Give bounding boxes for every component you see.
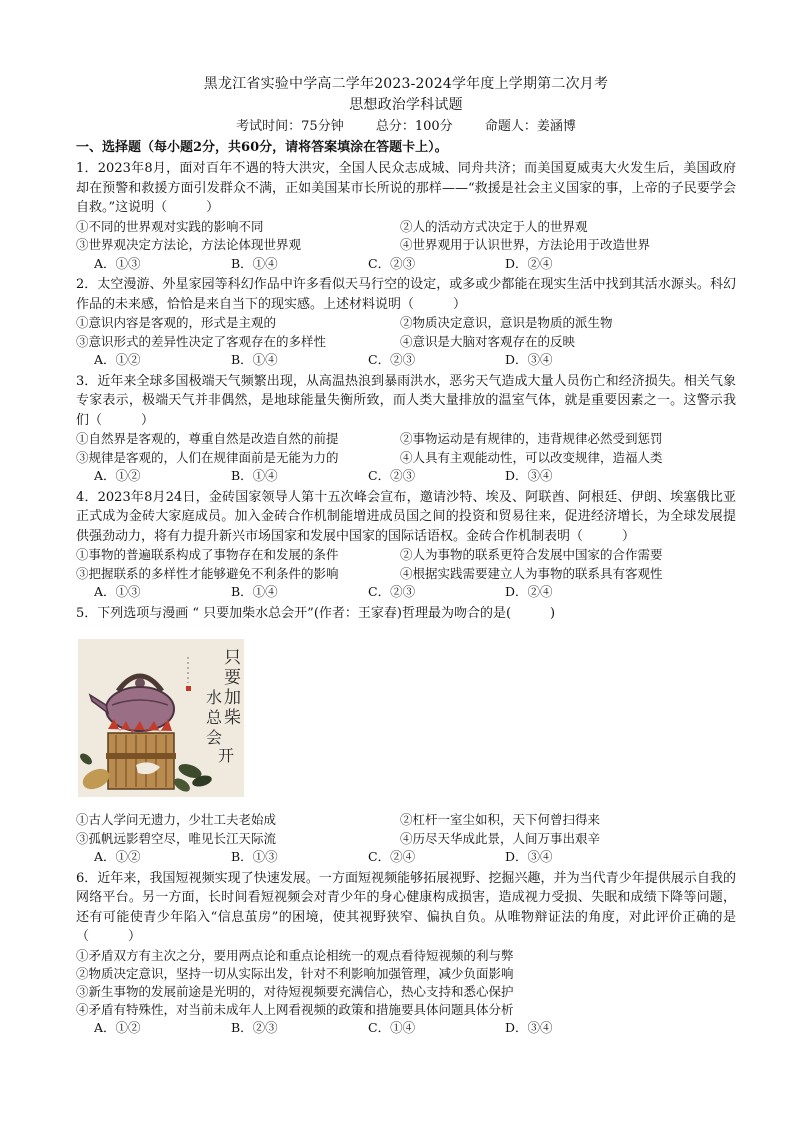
option: ④历尽天华成此景，人间万事出艰辛 xyxy=(400,830,601,846)
question-2 xyxy=(76,275,736,370)
option: ③孤帆远影碧空尽，唯见长江天际流 xyxy=(76,830,277,846)
option: ④世界观用于认识世界，方法论用于改造世界 xyxy=(400,237,651,252)
section-heading: 一、选择题（每小题2分，共60分，请将答案填涂在答题卡上）。 xyxy=(76,140,448,155)
answer-choice: B．①④ xyxy=(231,255,278,271)
answer-choice: A．①② xyxy=(94,468,141,483)
answer-choices xyxy=(76,255,736,274)
svg-text:要: 要 xyxy=(224,668,241,688)
svg-text:只: 只 xyxy=(224,648,241,668)
svg-text:会: 会 xyxy=(206,728,223,747)
answer-choice: D．②④ xyxy=(505,584,553,599)
svg-text:水: 水 xyxy=(206,688,223,707)
answer-choice: D．③④ xyxy=(505,352,553,367)
option: ②事物运动是有规律的，违背规律必然受到惩罚 xyxy=(400,431,663,446)
answer-choice: D．②④ xyxy=(505,255,553,271)
option: ④意识是大脑对客观存在的反映 xyxy=(400,333,576,349)
answer-choice: B．②③ xyxy=(231,1020,278,1036)
option: ④人具有主观能动性，可以改变规律，造福人类 xyxy=(400,449,663,465)
option: ①不同的世界观对实践的影响不同 xyxy=(76,218,264,234)
answer-choice: B．①④ xyxy=(231,352,278,367)
option: ②物质决定意识，坚持一切从实际出发，针对不利影响加强管理，减少负面影响 xyxy=(76,965,514,981)
question-stem: 1．2023年8月，面对百年不遇的特大洪灾，全国人民众志成城、同舟共济；而美国夏威夷大火发生后，美国政府却在预警和救援方面引发群众不满，正如美国某市长所说的那样——“救援是社会主义国家的事，上帝的子民要学会自救。”这说明（ ） xyxy=(76,161,736,215)
total-score: 总分：100分 xyxy=(375,119,453,134)
answer-choice: C．②③ xyxy=(368,468,416,483)
answer-choices xyxy=(76,848,736,867)
question-1 xyxy=(76,159,736,273)
option: ③世界观决定方法论，方法论体现世界观 xyxy=(76,237,302,252)
answer-choice: B．①④ xyxy=(231,468,278,483)
answer-choice: C．②③ xyxy=(368,255,416,271)
answer-choice: A．①② xyxy=(94,352,141,367)
answer-choice: D．③④ xyxy=(505,1020,553,1036)
option-row xyxy=(76,830,736,849)
exam-subtitle: 思想政治学科试题 xyxy=(349,97,463,113)
author: 命题人：姜涵博 xyxy=(484,119,576,134)
kettle-on-firewood-illustration xyxy=(78,639,244,797)
question-3 xyxy=(76,372,736,486)
exam-title: 黑龙江省实验中学高二学年2023-2024学年度上学期第二次月考 xyxy=(203,76,609,92)
answer-choices xyxy=(76,1019,736,1038)
answer-choice: A．①③ xyxy=(94,584,141,599)
answer-choice: B．①③ xyxy=(231,849,278,864)
exam-meta xyxy=(76,116,736,137)
answer-choice: A．①② xyxy=(94,1020,141,1036)
answer-choices xyxy=(76,351,736,370)
option: ④矛盾有特殊性，对当前未成年人上网看视频的政策和措施要具体问题具体分析 xyxy=(76,1002,514,1018)
exam-time: 考试时间：75分钟 xyxy=(236,119,344,134)
option: ③新生事物的发展前途是光明的，对待短视频要充满信心，热心支持和悉心保护 xyxy=(76,983,514,999)
answer-choice: A．①③ xyxy=(94,255,141,271)
option-row xyxy=(76,314,736,333)
answer-choices xyxy=(76,583,736,602)
option: ②人的活动方式决定于人的世界观 xyxy=(400,218,588,234)
question-4 xyxy=(76,488,736,602)
option-row xyxy=(76,811,736,830)
question-stem: 2．太空漫游、外星家园等科幻作品中许多看似天马行空的设定，或多或少都能在现实生活中找到其活水源头。科幻作品的未来感，恰恰是来自当下的现实感。上述材料说明（ ） xyxy=(76,277,736,312)
option-row xyxy=(76,565,736,584)
option: ①古人学问无遗力，少壮工夫老始成 xyxy=(76,812,277,827)
svg-text:开: 开 xyxy=(218,746,235,765)
answer-choice: B．①④ xyxy=(231,584,278,599)
answer-choices xyxy=(76,467,736,486)
option: ②物质决定意识，意识是物质的派生物 xyxy=(400,315,613,330)
answer-choice: C．①④ xyxy=(368,1020,416,1036)
option: ②人为事物的联系更符合发展中国家的合作需要 xyxy=(400,547,663,562)
option-row xyxy=(76,236,736,255)
answer-choice: A．①② xyxy=(94,849,141,864)
answer-choice: C．②③ xyxy=(368,584,416,599)
answer-choice: D．③④ xyxy=(505,849,553,864)
option-row xyxy=(76,546,736,565)
question-stem: 6．近年来，我国短视频实现了快速发展。一方面短视频能够拓展视野、挖掘兴趣，并为当代青少年提供展示自我的网络平台。另一方面，长时间看短视频会对青少年的身心健康构成损害，造成视力受损、失眠和成绩下降等问题，还有可能使青少年陷入“信息茧房”的困境，使其视野狭窄、偏执自负。从唯物辩证法的角度，对此评价正确的是（ ） xyxy=(76,870,736,944)
question-5 xyxy=(76,604,736,867)
option-row xyxy=(76,218,736,237)
answer-choice: D．③④ xyxy=(505,468,553,483)
question-stem: 4．2023年8月24日，金砖国家领导人第十五次峰会宣布，邀请沙特、埃及、阿联酋、阿根廷、伊朗、埃塞俄比亚正式成为金砖大家庭成员。加入金砖合作机制能增进成员国之间的投资和贸易往来，促进经济增长，为全球发展提供强劲动力，将有力提升新兴市场国家和发展中国家的国际话语权。金砖合作机制表明（ ） xyxy=(76,489,736,544)
option-row xyxy=(76,449,736,468)
option: ④根据实践需要建立人为事物的联系具有客观性 xyxy=(400,565,663,581)
answer-choice: C．②③ xyxy=(368,352,416,367)
option: ③规律是客观的，人们在规律面前是无能为力的 xyxy=(76,449,339,465)
option: ②杠杆一室尘如积，天下何曾扫得来 xyxy=(400,812,601,827)
option: ③把握联系的多样性才能够避免不利条件的影响 xyxy=(76,565,339,581)
option: ③意识形式的差异性决定了客观存在的多样性 xyxy=(76,333,327,349)
answer-choice: C．②④ xyxy=(368,849,416,864)
cartoon-image xyxy=(78,639,244,797)
question-stem: 3．近年来全球多国极端天气频繁出现，从高温热浪到暴雨洪水，恶劣天气造成大量人员伤亡和经济损失。相关气象专家表示，极端天气并非偶然，是地球能量失衡所致，而人类大量排放的温室气体，就是重要因素之一。这警示我们（ ） xyxy=(76,373,736,428)
svg-text:总: 总 xyxy=(206,708,223,727)
option: ①意识内容是客观的，形式是主观的 xyxy=(76,315,277,330)
option-row xyxy=(76,430,736,449)
option: ①自然界是客观的，尊重自然是改造自然的前提 xyxy=(76,431,339,446)
svg-text:加: 加 xyxy=(224,688,241,708)
option: ①事物的普遍联系构成了事物存在和发展的条件 xyxy=(76,547,339,562)
option-row xyxy=(76,333,736,352)
option: ①矛盾双方有主次之分，要用两点论和重点论相统一的观点看待短视频的利与弊 xyxy=(76,947,514,963)
question-stem: 5．下列选项与漫画 “ 只要加柴水总会开”(作者：王家春)哲理最为吻合的是( ) xyxy=(76,605,556,621)
question-6 xyxy=(76,869,736,1038)
svg-text:柴: 柴 xyxy=(224,708,241,728)
exam-page xyxy=(76,74,736,1038)
